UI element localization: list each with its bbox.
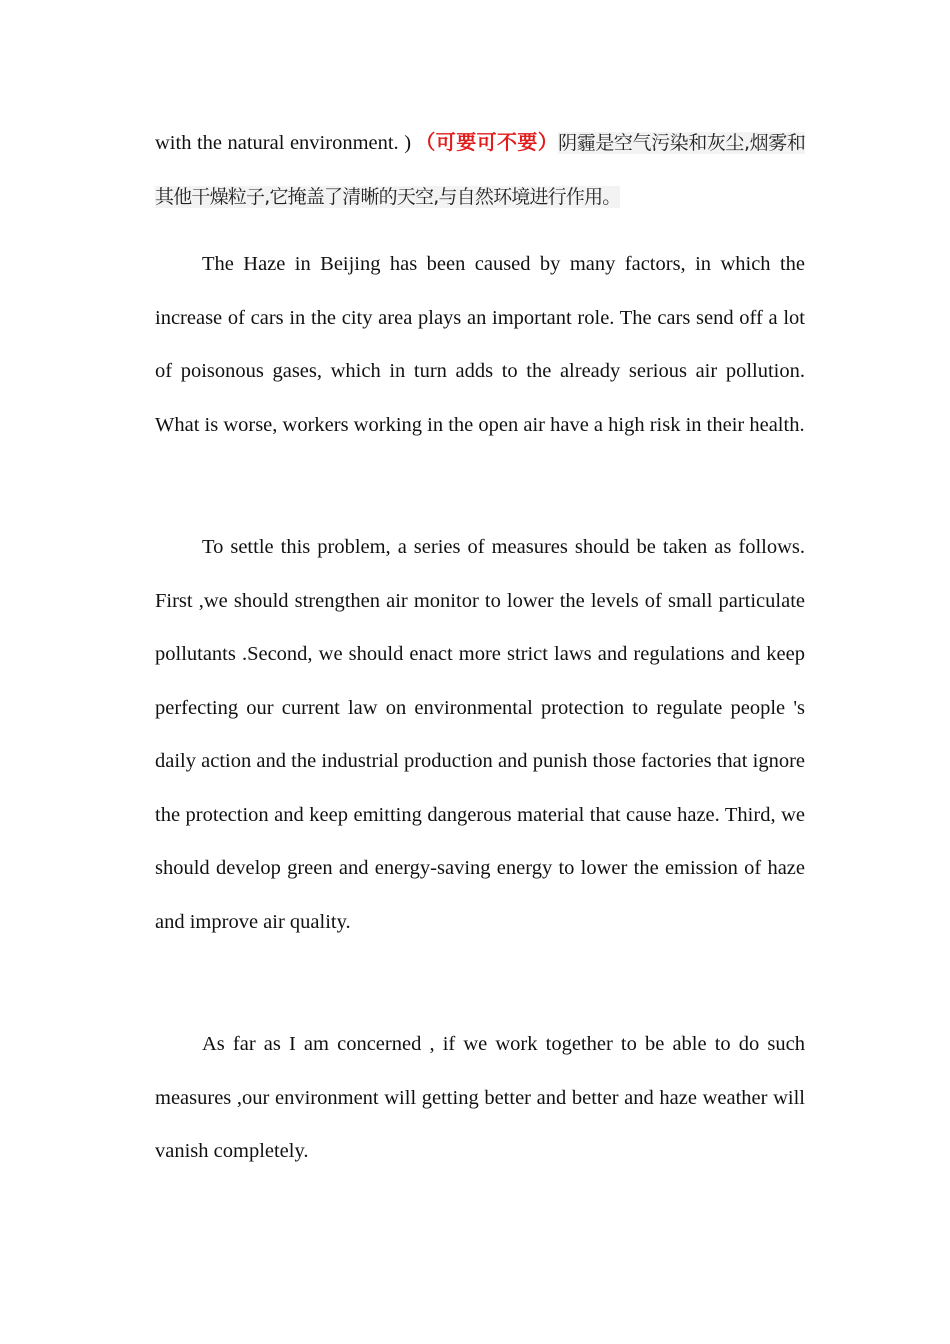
intro-english-tail: with the natural environment. ) — [155, 132, 412, 154]
paragraph-measures: To settle this problem, a series of measures should be taken as follows. First ,we should strengthen air monitor to lower the levels of small particulate pollutants .Second, we should enact more strict laws and regulations and keep perfecting our current law on environmental protection to regulate people 's daily action and the industrial production and punish those factories that ignore the protection and keep emitting dangerous material that cause haze. Third, we should develop green and energy-saving energy to lower the emission of haze and improve air quality. — [155, 536, 805, 933]
intro-block — [155, 116, 805, 224]
paragraph-causes: The Haze in Beijing has been caused by many factors, in which the increase of cars in the city area plays an important role. The cars send off a lot of poisonous gases, which in turn adds to the already serious air pollution. What is worse, workers working in the open air have a high risk in their health. — [155, 253, 805, 436]
paragraph-conclusion: As far as I am concerned , if we work together to be able to do such measures ,our environment will getting better and better and haze weather will vanish completely. — [155, 1033, 805, 1162]
document-page — [155, 116, 806, 1162]
optional-note: （可要可不要） — [415, 130, 559, 154]
chinese-translation: 阴霾是空气污染和灰尘,烟雾和其他干燥粒子,它掩盖了清晰的天空,与自然环境进行作用。 — [155, 132, 806, 208]
